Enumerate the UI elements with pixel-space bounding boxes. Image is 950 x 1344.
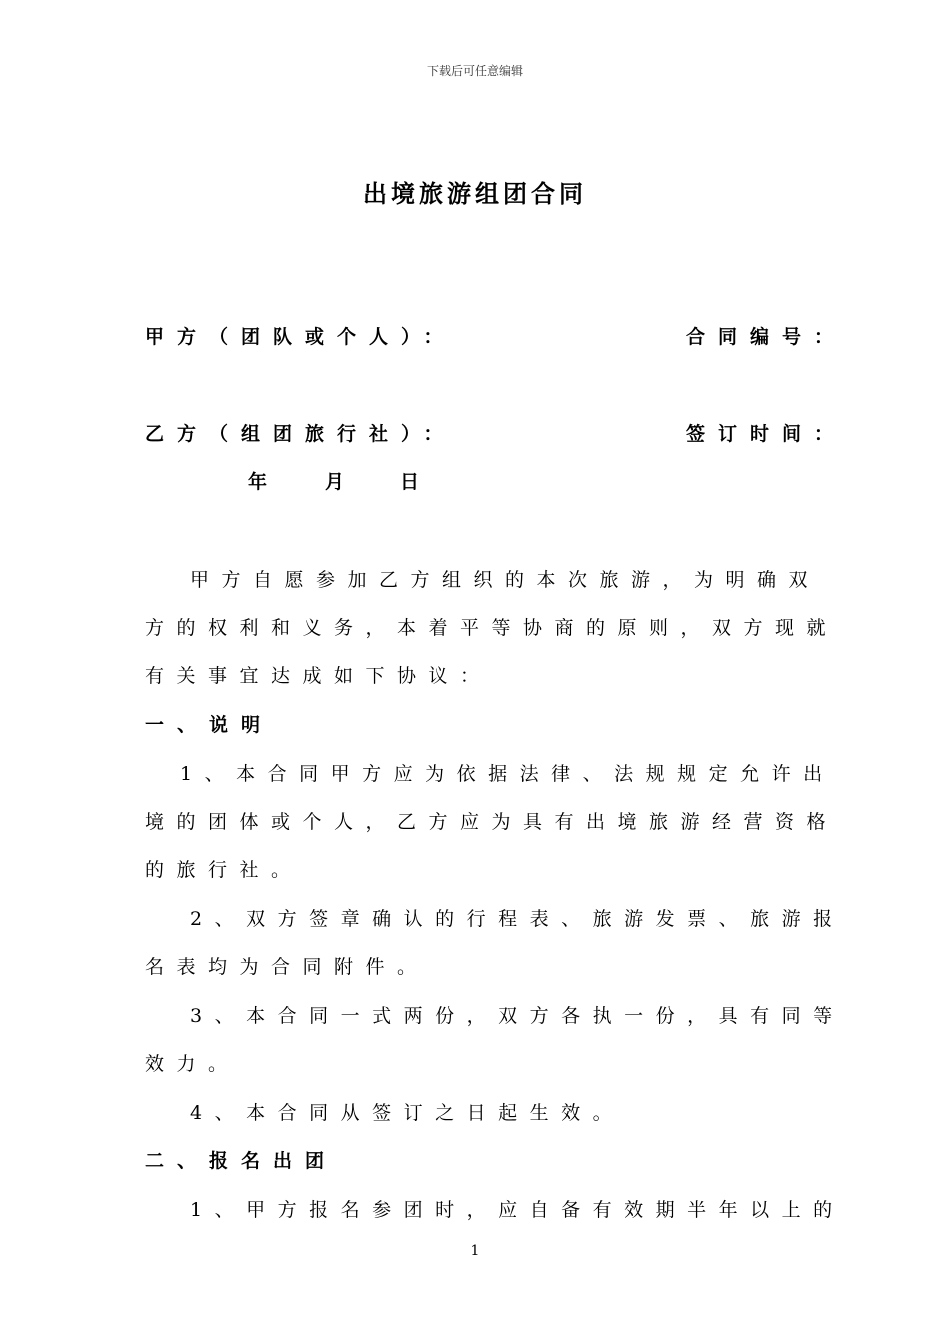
clause-line: 2、双方签章确认的行程表、旅游发票、旅游报 — [190, 908, 845, 930]
contract-number-label: 合同编号： — [686, 326, 847, 348]
date-day-label: 日 — [400, 471, 433, 493]
page-number: 1 — [470, 1243, 480, 1259]
intro-line: 方的权利和义务，本着平等协商的原则，双方现就 — [145, 617, 839, 639]
party-b-label: 乙方（组团旅行社）： — [145, 423, 456, 445]
clause-line: 3、本合同一式两份，双方各执一份，具有同等 — [190, 1005, 845, 1027]
clause-line: 名表均为合同附件。 — [145, 956, 429, 978]
section-heading: 二、报名出团 — [145, 1150, 338, 1172]
document-title: 出境旅游组团合同 — [363, 180, 587, 208]
clause-line: 1、本合同甲方应为依据法律、法规规定允许出 — [180, 763, 835, 785]
clause-line: 境的团体或个人，乙方应为具有出境旅游经营资格 — [145, 811, 839, 833]
clause-line: 4、本合同从签订之日起生效。 — [190, 1102, 625, 1124]
intro-line: 甲方自愿参加乙方组织的本次旅游，为明确双 — [190, 569, 821, 591]
clause-line: 效力。 — [145, 1053, 240, 1075]
sign-time-label: 签订时间： — [686, 423, 847, 445]
date-month-label: 月 — [325, 471, 358, 493]
clause-line: 1、甲方报名参团时，应自备有效期半年以上的 — [190, 1199, 845, 1221]
intro-line: 有关事宜达成如下协议： — [145, 665, 492, 687]
party-a-label: 甲方（团队或个人）： — [145, 326, 456, 348]
clause-line: 的旅行社。 — [145, 859, 303, 881]
section-heading: 一、说明 — [145, 714, 274, 736]
page-header-note: 下载后可任意编辑 — [426, 64, 523, 78]
date-year-label: 年 — [248, 471, 281, 493]
